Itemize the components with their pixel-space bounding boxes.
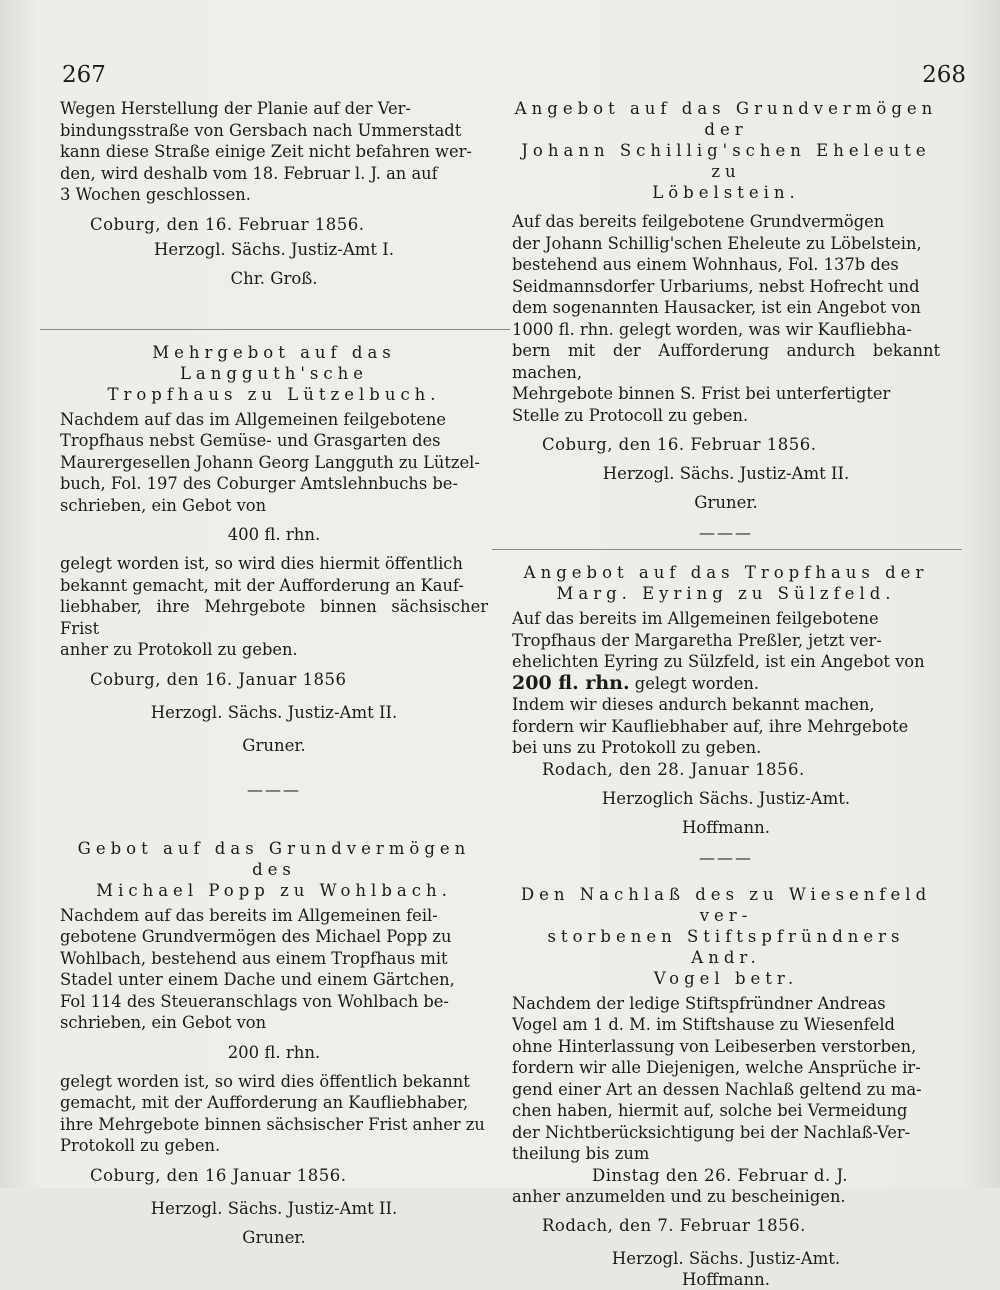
notice-road-closure-office: Herzogl. Sächs. Justiz-Amt I.	[153, 239, 395, 259]
notice-langguth-office: Herzogl. Sächs. Justiz-Amt II.	[150, 702, 398, 722]
notice-eyring-signer: Hoffmann.	[681, 817, 771, 837]
notice-vogel-signer: Hoffmann.	[681, 1270, 771, 1289]
separator-dash: ———	[247, 779, 301, 799]
notice-langguth-amount: 400 fl. rhn.	[227, 525, 321, 544]
notice-vogel-office: Herzogl. Sächs. Justiz-Amt.	[611, 1249, 841, 1268]
notice-eyring-office: Herzoglich Sächs. Justiz-Amt.	[601, 788, 851, 808]
notice-popp-text2: gelegt worden ist, so wird dies öffentlich bekannt gemacht, mit der Aufforderung an Kaufliebhaber, ihre Mehrgebote binnen sächsischer Frist anher zu Protokoll zu geben.	[60, 1071, 485, 1155]
notice-road-closure-text: Wegen Herstellung der Planie auf der Ver- bindungsstraße von Gersbach nach Ummerstadt kann diese Straße einige Zeit nicht befahren wer- den, wird deshalb vom 18. Februar l. J. an auf 3 Wochen geschlossen.	[60, 99, 472, 204]
notice-eyring-text-b: Indem wir dieses andurch bekannt machen, fordern wir Kaufliebhaber auf, ihre Mehrgebote bei uns zu Protokoll zu geben.	[512, 695, 909, 757]
notice-popp-signer: Gruner.	[242, 1227, 306, 1247]
notice-vogel-text2: anher anzumelden und zu bescheinigen.	[512, 1186, 846, 1206]
notice-eyring-amount: 200 fl. rhn.	[512, 671, 630, 694]
notice-vogel-deadline: Dinstag den 26. Februar d. J.	[592, 1165, 849, 1185]
notice-schillig-place-date: Coburg, den 16. Februar 1856.	[542, 435, 817, 454]
notice-eyring-place-date: Rodach, den 28. Januar 1856.	[542, 759, 805, 779]
notice-langguth-text2: gelegt worden ist, so wird dies hiermit öffentlich bekannt gemacht, mit der Aufforderung an Kauf- liebhaber, ihre Mehrgebote binnen sächsischer Frist anher zu Protokoll zu geben.	[60, 554, 488, 659]
notice-eyring-text-a: Auf das bereits im Allgemeinen feilgebotene Tropfhaus der Margaretha Preßler, jetzt ver- ehelichten Eyring zu Sülzfeld, ist ein Angebot von	[512, 609, 925, 671]
notice-road-closure-place-date: Coburg, den 16. Februar 1856.	[90, 214, 365, 234]
notice-eyring-amount-line	[512, 673, 940, 695]
notice-schillig-text: Auf das bereits feilgebotene Grundvermögen der Johann Schillig'schen Eheleute zu Löbelstein, bestehend aus einem Wohnhaus, Fol. 137b des Seidmannsdorfer Urbariums, nebst Hofrecht und dem sogenannten Hausacker, ist ein Angebot von 1000 fl. rhn. gelegt worden, was wir Kaufliebha- bern mit der Aufforderung andurch bekannt machen, Mehrgebote binnen S. Frist bei unterfertigter Stelle zu Protocoll zu geben.	[512, 212, 940, 425]
separator-dash: ———	[699, 523, 753, 542]
notice-vogel-text: Nachdem der ledige Stiftspfründner Andreas Vogel am 1 d. M. im Stiftshause zu Wiesenfeld ohne Hinterlassung von Leibeserben verstorben, fordern wir alle Diejenigen, welche Ansprüche ir- gend einer Art an dessen Nachlaß geltend zu ma- chen haben, hiermit auf, solche bei Vermeidung der Nichtberücksichtigung bei der Nachlaß-Ver- theilung bis zum	[512, 993, 922, 1163]
notice-langguth-signer: Gruner.	[242, 735, 306, 755]
notice-vogel-place-date: Rodach, den 7. Februar 1856.	[542, 1216, 806, 1235]
right-column	[512, 98, 940, 1290]
notice-popp-heading: Gebot auf das Grundvermögen des Michael Popp zu Wohlbach.	[77, 838, 471, 900]
notice-popp-place-date: Coburg, den 16 Januar 1856.	[90, 1165, 347, 1185]
separator-dash: ———	[699, 847, 753, 867]
page-number-left: 267	[62, 62, 106, 88]
notice-langguth-text: Nachdem auf das im Allgemeinen feilgebotene Tropfhaus nebst Gemüse- und Grasgarten des Maurergesellen Johann Georg Langguth zu Lützel- buch, Fol. 197 des Coburger Amtslehnbuchs be- schrieben, ein Gebot von	[60, 409, 480, 515]
notice-popp-office: Herzogl. Sächs. Justiz-Amt II.	[150, 1198, 398, 1218]
page-number-right: 268	[922, 62, 966, 88]
notice-road-closure-signer: Chr. Groß.	[230, 268, 318, 288]
notice-langguth-place-date: Coburg, den 16. Januar 1856	[90, 669, 347, 689]
notice-schillig-signer: Gruner.	[694, 493, 758, 512]
left-column	[60, 98, 488, 1248]
notice-schillig-office: Herzogl. Sächs. Justiz-Amt II.	[602, 464, 850, 483]
notice-popp-text: Nachdem auf das bereits im Allgemeinen feil- gebotene Grundvermögen des Michael Popp zu Wohlbach, bestehend aus einem Tropfhaus mit Stadel unter einem Dache und einem Gärtchen, Fol 114 des Steueranschlags von Wohlbach be- schrieben, ein Gebot von	[60, 905, 455, 1032]
notice-eyring-amount-suffix: gelegt worden.	[634, 673, 760, 693]
notice-vogel-heading: Den Nachlaß des zu Wiesenfeld ver- storbenen Stiftspfründners Andr. Vogel betr.	[520, 884, 932, 988]
notice-langguth-heading: Mehrgebot auf das Langguth'sche Tropfhaus zu Lützelbuch.	[107, 342, 441, 404]
notice-eyring-heading: Angebot auf das Tropfhaus der Marg. Eyring zu Sülzfeld.	[523, 563, 929, 603]
notice-popp-amount: 200 fl. rhn.	[227, 1042, 321, 1062]
notice-schillig-heading: Angebot auf das Grundvermögen der Johann Schillig'schen Eheleute zu Löbelstein.	[514, 99, 938, 202]
